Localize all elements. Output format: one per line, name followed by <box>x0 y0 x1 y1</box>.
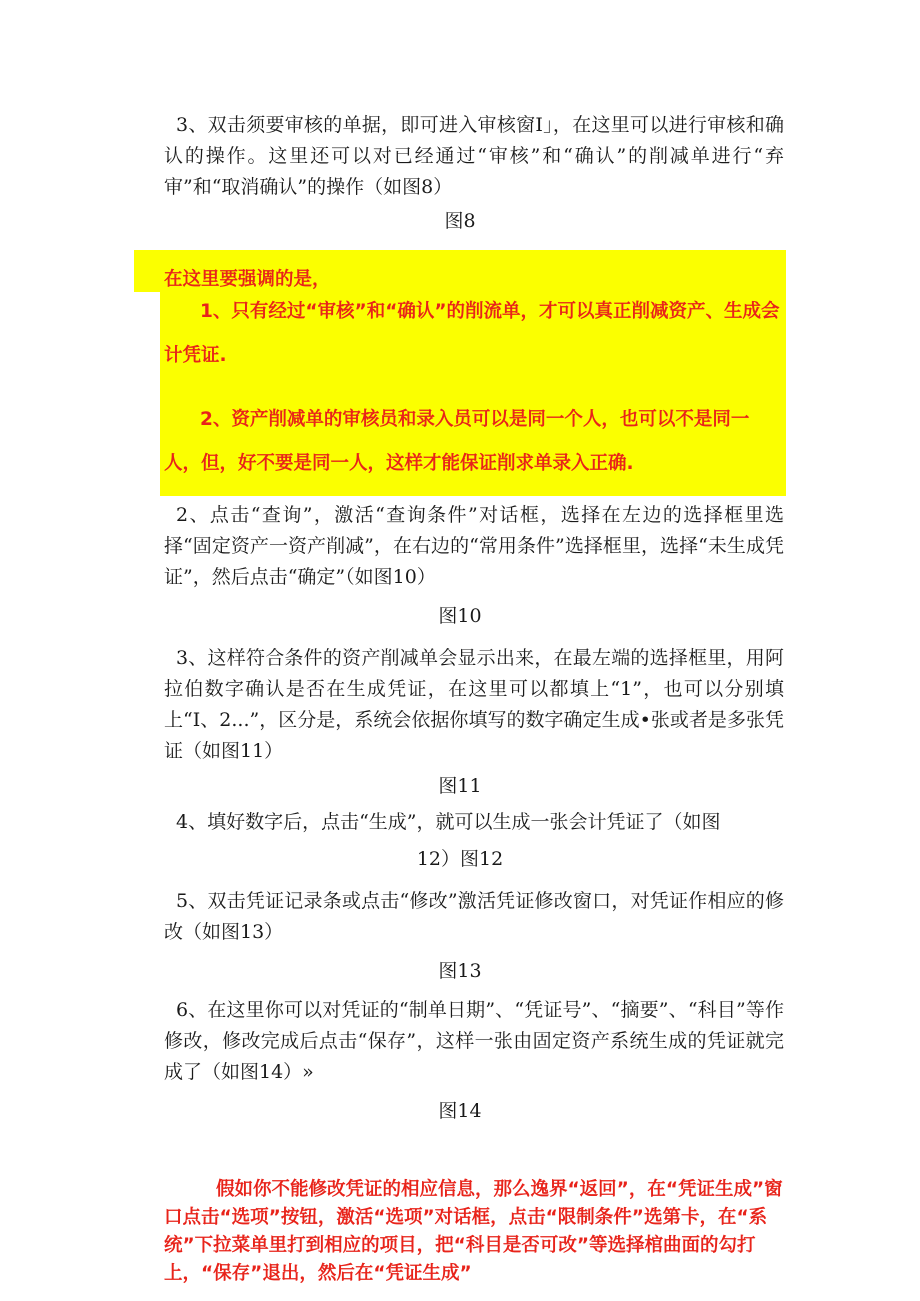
highlight-heading: 在这里要强调的是， <box>164 269 331 290</box>
note-paragraph: 假如你不能修改凭证的相应信息，那么逸界“返回”，在“凭证生成”窗口点击“选项”按钮，激活“选项”对话框，点击“限制条件”选第卡，在“系统”下拉菜单里打到相应的项目，把“科目是否可改”等选择棺曲面的勾打上，“保存”退出，然后在“凭证生成” <box>164 1179 783 1284</box>
highlight-point-2: 2、资产削减单的审核员和录入员可以是同一个人，也可以不是同一人，但，好不要是同一人，这样才能保证削求单录入正确. <box>164 409 750 474</box>
figure-caption-12: 12）图12 <box>416 848 504 870</box>
figure-caption-8: 图8 <box>444 210 476 232</box>
paragraph-audit-steps: 3、双击须要审核的单据，即可进入审核窗I」，在这里可以进行审核和确认的操作。这里还可以对已经通过“审核”和“确认”的削减单进行“弃审”和“取消确认”的操作（如图8） <box>164 114 784 198</box>
highlight-point-1: 1、只有经过“审核”和“确认”的削流单，才可以真正削减资产、生成会计凭证. <box>164 301 780 366</box>
figure-caption-14: 图14 <box>438 1100 482 1122</box>
paragraph-generate-voucher: 4、填好数字后，点击“生成”，就可以生成一张会计凭证了（如图 <box>176 811 721 833</box>
paragraph-query-steps: 2、点击“查询”，激活“查询条件”对话框，选择在左边的选择框里选择“固定资产一资产削减”，在右边的“常用条件”选择框里，选择“未生成凭证”，然后点击“确定”（如图10） <box>164 504 784 588</box>
figure-caption-13: 图13 <box>438 960 482 982</box>
paragraph-modify-voucher: 5、双击凭证记录条或点击“修改”激活凭证修改窗口，对凭证作相应的修改（如图13） <box>164 890 784 943</box>
paragraph-select-voucher: 3、这样符合条件的资产削减单会显示出来，在最左端的选择框里，用阿拉伯数字确认是否在生成凭证，在这里可以都填上“1”，也可以分别填上“I、2...”，区分是，系统会依据你填写的数字确定生成•张或者是多张凭证（如图11） <box>164 647 784 762</box>
figure-caption-11: 图11 <box>438 775 482 797</box>
paragraph-edit-fields: 6、在这里你可以对凭证的“制单日期”、“凭证号”、“摘要”、“科目”等作修改，修改完成后点击“保存”，这样一张由固定资产系统生成的凭证就完成了（如图14）» <box>164 999 784 1083</box>
figure-caption-10: 图10 <box>438 605 482 627</box>
